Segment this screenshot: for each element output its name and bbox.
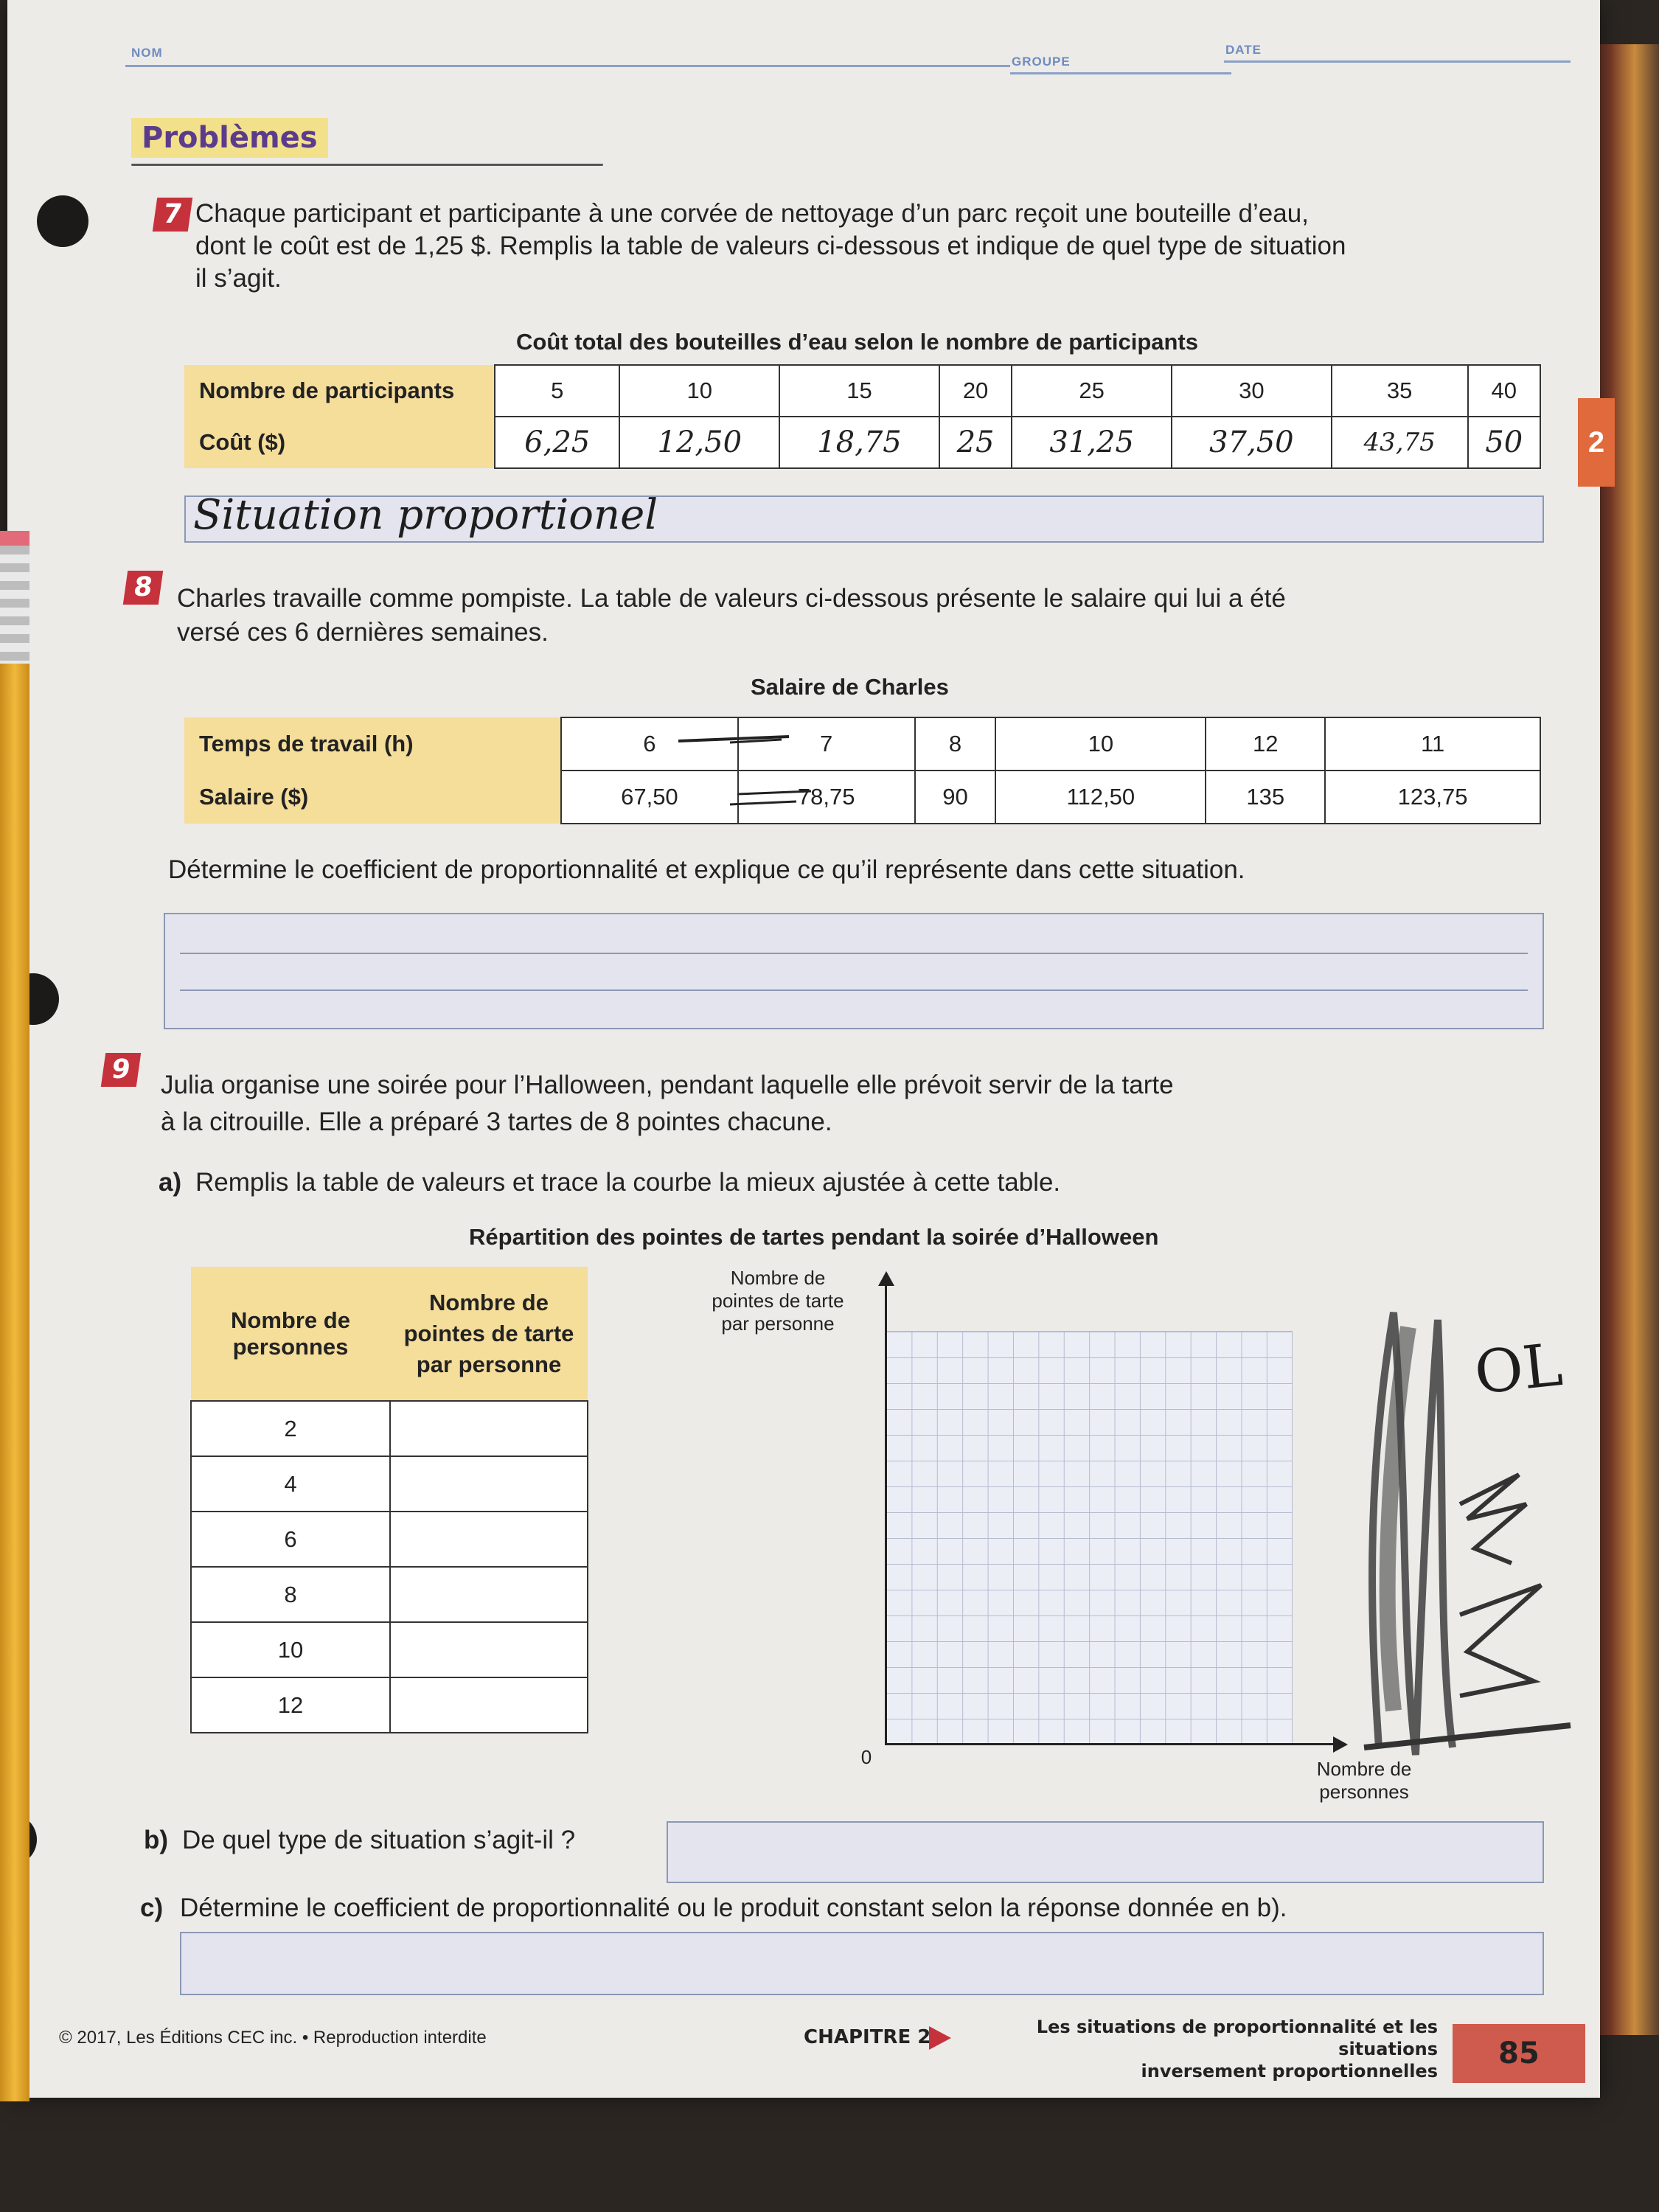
x-axis-arrow-icon <box>1333 1736 1348 1753</box>
hours-cell: 11 <box>1325 717 1540 771</box>
groupe-line <box>1010 72 1231 74</box>
date-line <box>1224 60 1571 63</box>
slices-input-cell[interactable] <box>390 1677 588 1733</box>
part-b-text: De quel type de situation s’agit-il ? <box>182 1826 576 1854</box>
figure-title: Répartition des pointes de tartes pendant la soirée d’Halloween <box>469 1224 1159 1250</box>
part-c-text: Détermine le coefficient de proportionnalité ou le produit constant selon la réponse donnée en b). <box>180 1893 1287 1922</box>
y-axis-arrow-icon <box>878 1271 894 1286</box>
chapter-title-line-1: Les situations de proportionnalité et les situations <box>1036 2017 1438 2059</box>
slices-input-cell[interactable] <box>390 1622 588 1677</box>
nom-label: NOM <box>131 46 163 60</box>
answer-line <box>180 953 1528 954</box>
groupe-label: GROUPE <box>1012 55 1071 69</box>
participants-cell: 5 <box>495 365 619 417</box>
participants-cell: 10 <box>619 365 779 417</box>
problem-7-line-1: Chaque participant et participante à une corvée de nettoyage d’un parc reçoit une bouteille d’eau, <box>195 199 1309 228</box>
chapter-title-line-2: inversement proportionnelles <box>1141 2061 1438 2081</box>
cost-cell[interactable]: 18,75 <box>779 417 939 468</box>
cost-cell[interactable]: 25 <box>939 417 1012 468</box>
answer-line <box>180 990 1528 991</box>
problem-9-value-table <box>190 1267 588 1733</box>
pencil <box>0 531 29 2101</box>
chapter-label: CHAPITRE 2 <box>804 2026 931 2048</box>
participants-cell: 40 <box>1468 365 1540 417</box>
pencil-ferrule <box>0 546 29 664</box>
row-label-cost: Coût ($) <box>184 417 495 468</box>
slices-input-cell[interactable] <box>390 1456 588 1512</box>
participants-cell: 25 <box>1012 365 1172 417</box>
chapter-title <box>966 2016 1438 2082</box>
salary-cell: 78,75 <box>738 771 915 824</box>
chapter-side-tab: 2 <box>1578 398 1615 487</box>
problem-7-number: 7 <box>153 198 192 232</box>
part-b-answer-box[interactable] <box>667 1821 1544 1883</box>
chapter-arrow-icon <box>929 2026 951 2050</box>
people-cell: 6 <box>191 1512 390 1567</box>
people-cell: 4 <box>191 1456 390 1512</box>
pencil-annotation-marks <box>671 726 818 822</box>
problem-8-table-title: Salaire de Charles <box>751 674 949 700</box>
people-cell: 10 <box>191 1622 390 1677</box>
hours-cell: 10 <box>995 717 1206 771</box>
part-a-letter: a) <box>159 1168 182 1197</box>
row-label-salary: Salaire ($) <box>184 771 561 824</box>
copyright-text: © 2017, Les Éditions CEC inc. • Reproduction interdite <box>59 2028 487 2048</box>
col-header-people: Nombre de personnes <box>191 1267 390 1401</box>
part-c-letter: c) <box>140 1893 164 1922</box>
people-cell: 2 <box>191 1401 390 1456</box>
x-axis <box>885 1743 1335 1745</box>
part-c-answer-box[interactable] <box>180 1932 1544 1995</box>
problem-7-line-2: dont le coût est de 1,25 $. Remplis la table de valeurs ci-dessous et indique de quel type de situation <box>195 232 1346 260</box>
workbook-page <box>7 0 1600 2098</box>
col-header-slices: Nombre de pointes de tarte par personne <box>390 1267 588 1401</box>
problem-7-answer-box[interactable] <box>184 491 1544 543</box>
people-cell: 12 <box>191 1677 390 1733</box>
problem-8-line-1: Charles travaille comme pompiste. La table de valeurs ci-dessous présente le salaire qui lui a été <box>177 584 1286 613</box>
graph-y-axis-label: Nombre de pointes de tarte par personne <box>712 1267 844 1335</box>
binder-hole <box>37 195 88 247</box>
date-label: DATE <box>1225 43 1262 57</box>
row-label-hours: Temps de travail (h) <box>184 717 561 771</box>
slices-input-cell[interactable] <box>390 1401 588 1456</box>
participants-cell: 35 <box>1332 365 1468 417</box>
problem-9-number: 9 <box>101 1053 141 1087</box>
slices-input-cell[interactable] <box>390 1567 588 1622</box>
problem-9-line-2: à la citrouille. Elle a préparé 3 tartes de 8 pointes chacune. <box>161 1107 832 1136</box>
hours-cell: 6 <box>561 717 738 771</box>
hours-cell: 7 <box>738 717 915 771</box>
cost-cell[interactable]: 37,50 <box>1172 417 1332 468</box>
slices-input-cell[interactable] <box>390 1512 588 1567</box>
salary-cell: 135 <box>1206 771 1325 824</box>
blank-graph-grid[interactable] <box>886 1331 1293 1745</box>
problem-7-value-table <box>184 364 1541 469</box>
graph-x-axis-label: Nombre de personnes <box>1316 1758 1412 1803</box>
section-title: Problèmes <box>131 118 328 158</box>
cost-cell[interactable]: 50 <box>1468 417 1540 468</box>
problem-7-line-3: il s’agit. <box>195 264 282 293</box>
nom-line <box>125 65 1010 67</box>
graph-origin-label: 0 <box>860 1746 872 1768</box>
y-axis <box>885 1283 887 1744</box>
cost-cell[interactable]: 43,75 <box>1332 417 1468 468</box>
section-title-underline <box>131 164 603 166</box>
problem-7-table-title: Coût total des bouteilles d’eau selon le nombre de participants <box>516 329 1198 355</box>
part-b-letter: b) <box>144 1826 169 1854</box>
problem-8-number: 8 <box>123 571 163 605</box>
people-cell: 8 <box>191 1567 390 1622</box>
problem-8-prompt: Détermine le coefficient de proportionnalité et explique ce qu’il représente dans cette situation. <box>168 855 1245 884</box>
salary-cell: 112,50 <box>995 771 1206 824</box>
cost-cell[interactable]: 12,50 <box>619 417 779 468</box>
problem-8-answer-box[interactable] <box>164 913 1544 1029</box>
participants-cell: 15 <box>779 365 939 417</box>
hours-cell: 12 <box>1206 717 1325 771</box>
page-number: 85 <box>1453 2024 1585 2083</box>
problem-7-handwritten-answer: Situation proportionel <box>193 491 658 539</box>
salary-cell: 67,50 <box>561 771 738 824</box>
cost-cell[interactable]: 6,25 <box>495 417 619 468</box>
participants-cell: 30 <box>1172 365 1332 417</box>
hours-cell: 8 <box>915 717 996 771</box>
problem-8-value-table <box>184 717 1541 824</box>
cost-cell[interactable]: 31,25 <box>1012 417 1172 468</box>
salary-cell: 90 <box>915 771 996 824</box>
problem-8-line-2: versé ces 6 dernières semaines. <box>177 618 549 647</box>
handwritten-scribble-text: OL <box>1471 1330 1566 1408</box>
participants-cell: 20 <box>939 365 1012 417</box>
row-label-participants: Nombre de participants <box>184 365 495 417</box>
part-a-text: Remplis la table de valeurs et trace la courbe la mieux ajustée à cette table. <box>195 1168 1061 1197</box>
salary-cell: 123,75 <box>1325 771 1540 824</box>
problem-9-line-1: Julia organise une soirée pour l’Halloween, pendant laquelle elle prévoit servir de la tarte <box>161 1071 1174 1099</box>
